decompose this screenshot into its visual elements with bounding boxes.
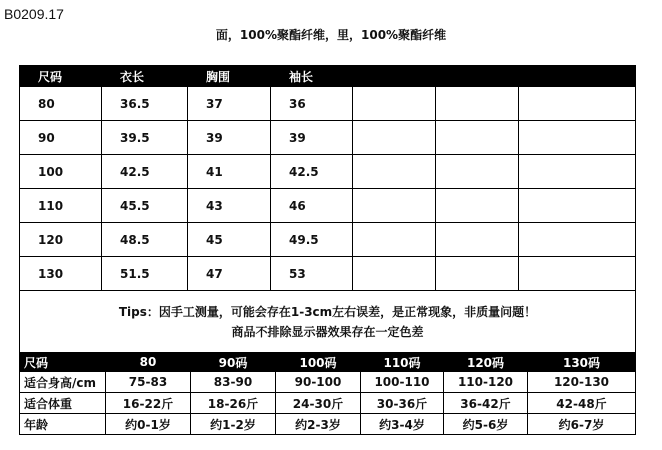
cell-chest: 45	[188, 223, 271, 257]
size-measurement-table	[19, 65, 636, 354]
table-cell: 90-100	[276, 372, 361, 393]
cell-blank	[353, 257, 436, 291]
table-row	[20, 223, 636, 257]
cell-blank	[353, 223, 436, 257]
cell-size: 80	[20, 87, 102, 121]
cell-length: 45.5	[102, 189, 188, 223]
table-cell: 约1-2岁	[191, 414, 276, 435]
cell-blank	[519, 223, 636, 257]
cell-chest: 43	[188, 189, 271, 223]
table-cell: 18-26斤	[191, 393, 276, 414]
cell-blank	[436, 257, 519, 291]
tips-cell	[20, 291, 636, 354]
table-cell: 110-120	[444, 372, 528, 393]
table-cell: 约3-4岁	[361, 414, 444, 435]
cell-chest: 47	[188, 257, 271, 291]
cell-blank	[436, 87, 519, 121]
table-row	[20, 121, 636, 155]
cell-blank	[519, 121, 636, 155]
tips-row	[20, 291, 636, 354]
cell-blank	[436, 223, 519, 257]
table-row	[20, 393, 636, 414]
header-size-110: 110码	[361, 353, 444, 372]
table-cell: 42-48斤	[528, 393, 636, 414]
fit-table-header	[20, 353, 636, 372]
tips-color-note: 商品不排除显示器效果存在一定色差	[231, 325, 424, 339]
header-size-80: 80	[106, 353, 191, 372]
cell-sleeve: 49.5	[271, 223, 353, 257]
cell-sleeve: 42.5	[271, 155, 353, 189]
cell-sleeve: 39	[271, 121, 353, 155]
header-size: 尺码	[20, 353, 106, 372]
table-cell: 30-36斤	[361, 393, 444, 414]
table-row	[20, 257, 636, 291]
cell-blank	[353, 189, 436, 223]
tips-measurement-note: Tips：因手工测量，可能会存在1-3cm左右误差，是正常现象，非质量问题！	[118, 305, 537, 319]
cell-size: 120	[20, 223, 102, 257]
cell-blank	[353, 87, 436, 121]
row-label-age: 年龄	[20, 414, 106, 435]
cell-length: 48.5	[102, 223, 188, 257]
cell-size: 130	[20, 257, 102, 291]
cell-blank	[519, 155, 636, 189]
header-size-100: 100码	[276, 353, 361, 372]
cell-size: 100	[20, 155, 102, 189]
cell-chest: 41	[188, 155, 271, 189]
cell-sleeve: 46	[271, 189, 353, 223]
cell-blank	[519, 257, 636, 291]
cell-blank	[519, 87, 636, 121]
table-cell: 约0-1岁	[106, 414, 191, 435]
header-blank	[436, 66, 519, 87]
cell-blank	[436, 155, 519, 189]
header-size: 尺码	[20, 66, 102, 87]
material-composition: 面，100%聚酯纤维，里，100%聚酯纤维	[215, 28, 447, 42]
cell-length: 51.5	[102, 257, 188, 291]
cell-blank	[436, 189, 519, 223]
cell-blank	[353, 121, 436, 155]
table-row	[20, 87, 636, 121]
table-row	[20, 372, 636, 393]
header-length: 衣长	[102, 66, 188, 87]
header-chest: 胸围	[188, 66, 271, 87]
table-cell: 约2-3岁	[276, 414, 361, 435]
table-cell: 约5-6岁	[444, 414, 528, 435]
table-row	[20, 155, 636, 189]
fit-guide-table	[19, 352, 636, 435]
row-label-height: 适合身高/cm	[20, 372, 106, 393]
cell-chest: 37	[188, 87, 271, 121]
product-code: B0209.17	[4, 6, 64, 22]
table-row	[20, 189, 636, 223]
cell-length: 36.5	[102, 87, 188, 121]
cell-blank	[519, 189, 636, 223]
table-cell: 16-22斤	[106, 393, 191, 414]
cell-blank	[436, 121, 519, 155]
table-cell: 24-30斤	[276, 393, 361, 414]
table-cell: 75-83	[106, 372, 191, 393]
cell-blank	[353, 155, 436, 189]
cell-length: 39.5	[102, 121, 188, 155]
table-row	[20, 414, 636, 435]
size-table-header	[20, 66, 636, 87]
cell-sleeve: 53	[271, 257, 353, 291]
table-cell: 100-110	[361, 372, 444, 393]
cell-length: 42.5	[102, 155, 188, 189]
cell-sleeve: 36	[271, 87, 353, 121]
header-blank	[353, 66, 436, 87]
table-cell: 120-130	[528, 372, 636, 393]
header-blank	[519, 66, 602, 87]
header-blank	[602, 66, 636, 87]
table-cell: 36-42斤	[444, 393, 528, 414]
cell-size: 110	[20, 189, 102, 223]
row-label-weight: 适合体重	[20, 393, 106, 414]
header-size-130: 130码	[528, 353, 636, 372]
header-size-90: 90码	[191, 353, 276, 372]
header-sleeve: 袖长	[271, 66, 353, 87]
cell-chest: 39	[188, 121, 271, 155]
table-cell: 约6-7岁	[528, 414, 636, 435]
header-size-120: 120码	[444, 353, 528, 372]
cell-size: 90	[20, 121, 102, 155]
table-cell: 83-90	[191, 372, 276, 393]
